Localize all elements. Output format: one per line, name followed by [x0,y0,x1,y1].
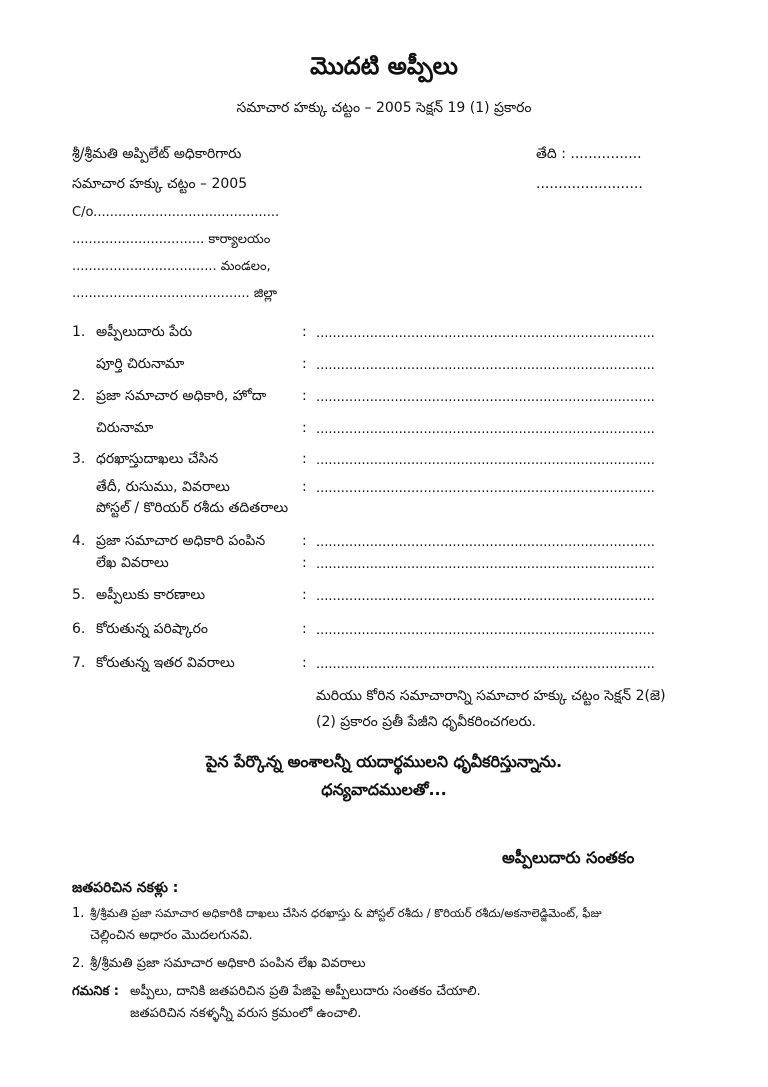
relief-sought-input[interactable]: .................................................................................. [316,623,655,638]
field-colon: : [302,621,307,637]
field-label-letter-details: లేఖ వివరాలు [96,555,169,571]
field-label-full-address: పూర్తి చిరునామా [96,356,185,372]
application-filed-input[interactable]: .................................................................................. [316,453,655,468]
date-fee-input[interactable]: .................................................................................. [316,481,655,496]
certification-line-2: (2) ప్రకారం ప్రతీ పేజీని ధృవీకరించగలరు. [316,714,537,730]
mandal-field[interactable]: ................................... మండలం, [72,259,271,274]
field-colon: : [302,555,307,571]
field-colon: : [302,587,307,603]
other-details-input[interactable]: .................................................................................. [316,657,655,672]
field-label-other-details: కోరుతున్న ఇతర వివరాలు [96,655,235,671]
field-number: 6. [72,621,86,637]
field-label-pio-letter: ప్రజా సమాచార అధికారి పంపిన [96,533,266,549]
field-label-postal-receipt: పోస్టల్ / కొరియర్ రశీదు తదితరాలు [96,500,289,516]
office-field[interactable]: ................................ కార్యాలయం [72,232,271,247]
field-colon: : [302,655,307,671]
full-address-input[interactable]: .................................................................................. [316,358,655,373]
care-of-field[interactable]: C/o............................................. [72,205,280,220]
field-number: 5. [72,587,86,603]
enclosure-item-2: శ్రీ/శ్రీమతి ప్రజా సమాచార అధికారి పంపిన లేఖ వివరాలు [90,956,366,971]
field-label-applicant-name: అప్పీలుదారు పేరు [96,324,193,340]
note-label: గమనిక : [72,984,119,999]
note-line-1: అప్పీలు, దానికి జతపరిచిన ప్రతి పేజిపై అప్పీలుదారు సంతకం చేయాలి. [130,984,481,999]
date-extra-field[interactable]: ........................ [536,176,643,192]
field-colon: : [302,533,307,549]
field-label-relief-sought: కోరుతున్న పరిష్కారం [96,621,208,637]
field-label-appeal-reasons: అప్పీలుకు కారణాలు [96,587,206,603]
signature-label: అప్పీలుదారు సంతకం [502,848,635,867]
field-label-date-fee: తేదీ, రుసుము, వివరాలు [96,479,230,495]
date-field[interactable]: తేది : ................ [536,146,642,162]
pio-address-input[interactable]: .................................................................................. [316,422,655,437]
enclosure-number: 2. [72,956,85,971]
enclosures-heading: జతపరిచిన నకళ్లు : [72,880,179,896]
field-number: 3. [72,451,86,467]
field-colon: : [302,420,307,436]
field-colon: : [302,356,307,372]
field-number: 1. [72,324,86,340]
act-line: సమాచార హక్కు చట్టం – 2005 [72,176,248,192]
enclosure-item-1: శ్రీ/శ్రీమతి ప్రజా సమాచార అధికారికి దాఖలు చేసిన ధరఖాస్తు & పోస్టల్ రశీదు / కొరియర్ రశీదు/అకనాలెడ్జిమెంట్, ఫీజు [90,906,602,920]
field-number: 7. [72,655,86,671]
field-number: 2. [72,388,86,404]
form-subtitle: సమాచార హక్కు చట్టం – 2005 సెక్షన్ 19 (1) ప్రకారం [236,100,532,116]
field-number: 4. [72,533,86,549]
enclosure-number: 1. [72,906,85,921]
field-colon: : [302,388,307,404]
field-label-pio-designation: ప్రజా సమాచార అధికారి, హోదా [96,388,267,404]
applicant-name-input[interactable]: .................................................................................. [316,326,655,341]
pio-letter-input[interactable]: .................................................................................. [316,535,655,550]
declaration-text: పైన పేర్కొన్న అంశాలన్నీ యదార్థములని ధృవీకరిస్తున్నాను. [205,752,563,771]
form-title: మొదటి అప్పీలు [310,52,458,80]
field-colon: : [302,451,307,467]
addressee-line: శ్రీ/శ్రీమతి అప్పిలేట్ అధికారిగారు [72,146,242,162]
note-line-2: జతపరిచిన నకళ్ళన్నీ వరుస క్రమంలో ఉంచాలి. [130,1006,362,1021]
appeal-reasons-input[interactable]: .................................................................................. [316,589,655,604]
field-label-pio-address: చిరునామా [96,420,154,436]
certification-line-1: మరియు కోరిన సమాచారాన్ని సమాచార హక్కు చట్టం సెక్షన్ 2(జె) [316,688,666,704]
pio-designation-input[interactable]: .................................................................................. [316,390,655,405]
field-colon: : [302,479,307,495]
enclosure-item-1-cont: చెల్లించిన అధారం మొదలగునవి. [90,928,253,943]
field-colon: : [302,324,307,340]
thanks-text: ధన్యవాదములతో... [321,780,447,799]
letter-details-input[interactable]: .................................................................................. [316,557,655,572]
field-label-application-filed: ధరఖాస్తుదాఖలు చేసిన [96,451,219,467]
district-field[interactable]: ........................................... జిల్లా [72,286,277,301]
